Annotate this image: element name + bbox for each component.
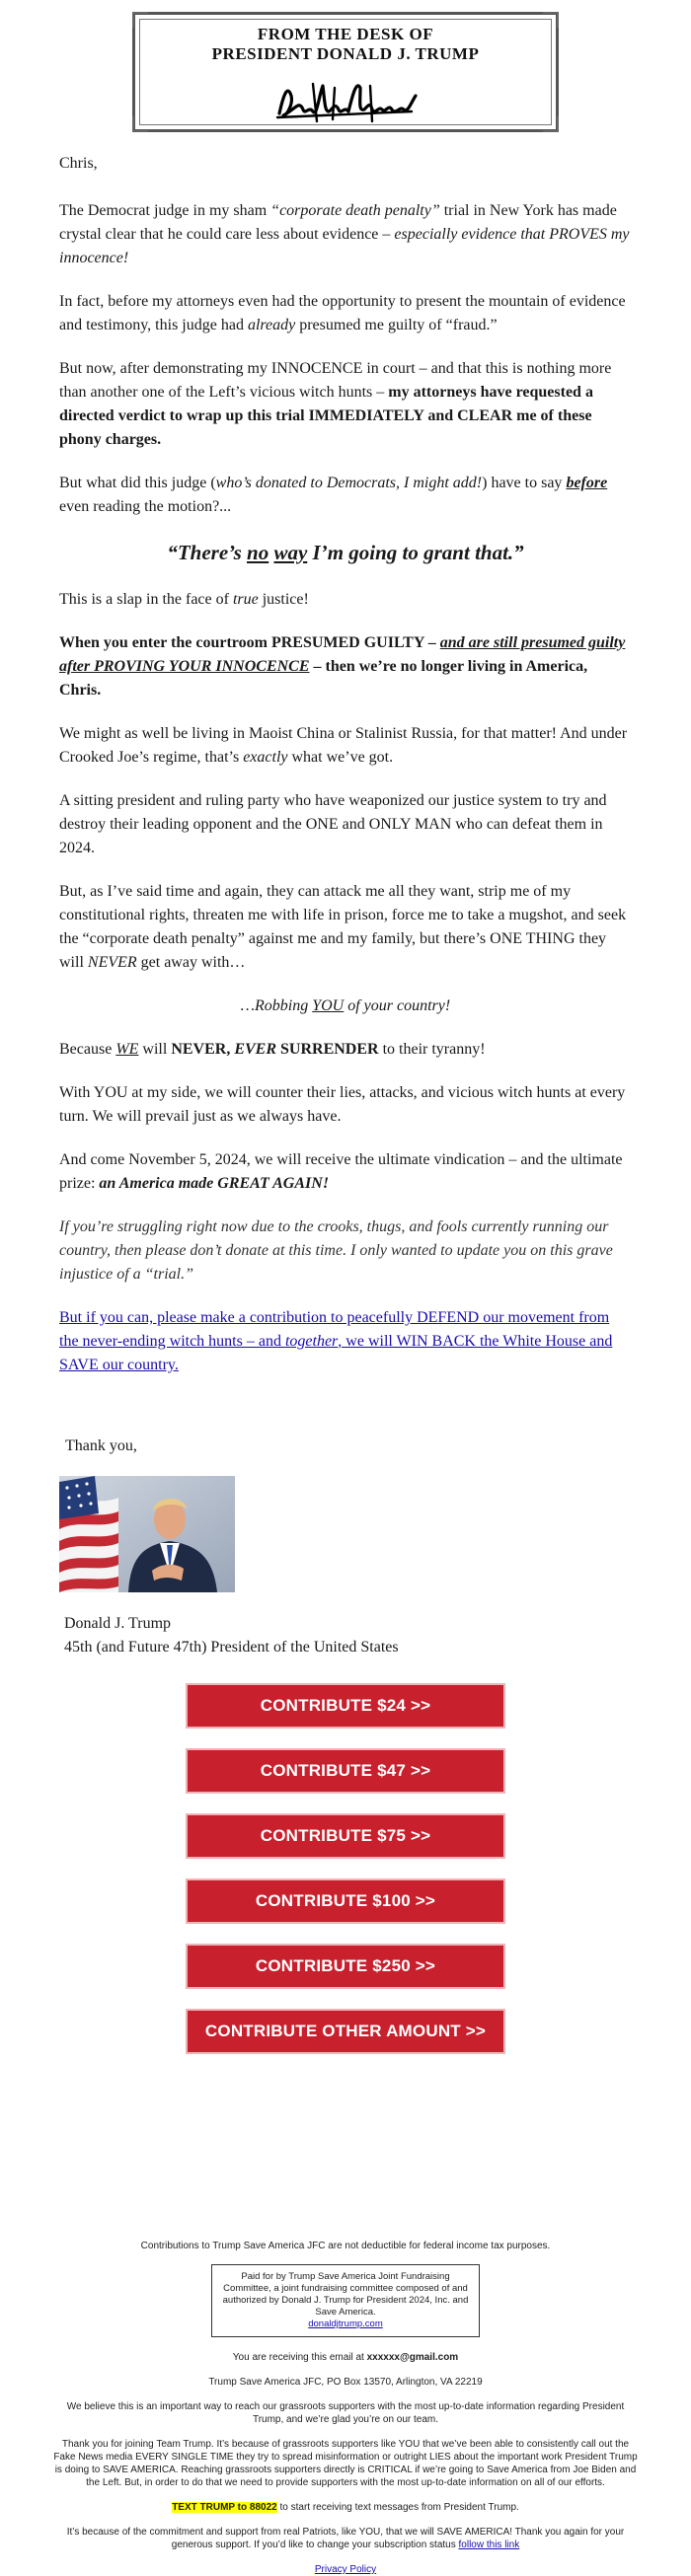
text-run: The Democrat judge in my sham — [59, 202, 271, 219]
signer-name: Donald J. Trump — [64, 1615, 172, 1632]
text-run: …Robbing — [240, 997, 313, 1014]
paid-for-box — [211, 2264, 480, 2337]
text-run: It’s because of the commitment and support from real Patriots, like YOU, that we will SAVE AMERICA! Thank you again for your generous support. If you’d like to change your subscription status — [66, 2527, 625, 2550]
text-run: to their tyranny! — [378, 1041, 486, 1058]
paragraph-6 — [59, 631, 632, 702]
email-footer — [0, 2240, 691, 2576]
text-run-italic: who’s donated to Democrats, I might add! — [215, 475, 483, 491]
paragraph-4 — [59, 472, 632, 519]
receiving-notice — [0, 2351, 691, 2364]
contribute-24-button[interactable]: CONTRIBUTE $24 >> — [186, 1683, 505, 1729]
closing-text — [0, 2526, 691, 2551]
paragraph-11: With YOU at my side, we will counter their lies, attacks, and vicious witch hunts at every turn. We will prevail just as we always have. — [59, 1084, 626, 1125]
text-run-bold: When you enter the courtroom PRESUMED GUILTY – — [59, 634, 440, 651]
text-run-bold-italic: an America made GREAT AGAIN! — [99, 1175, 330, 1192]
text-run-bold: – then we’re no longer living in America, Chris. — [59, 658, 588, 699]
text-run-emphasis: and are still presumed guilty after PROVING YOUR INNOCENCE — [59, 634, 626, 675]
letterhead-title — [135, 25, 556, 64]
text-run: get away with… — [136, 954, 246, 971]
text-run: You are receiving this email at — [232, 2352, 367, 2363]
text-run: trial in New York has made crystal clear that he could care less about evidence – — [59, 202, 617, 243]
text-run-italic: “corporate death penalty” — [270, 202, 440, 219]
text-run: This is a slap in the face of — [59, 591, 233, 608]
text-run: “There’s — [167, 541, 248, 564]
paragraph-8: A sitting president and ruling party who have weaponized our justice system to try and destroy their leading opponent and the ONE and ONLY MAN who can defeat them in 2024. — [59, 792, 607, 856]
link-text[interactable]: But if you can, please make a contribution to peacefully DEFEND our movement from the never-ending witch hunts – and — [59, 1309, 610, 1350]
believe-text: We believe this is an important way to reach our grassroots supporters with the most up-to-date information regarding President Trump, and we’re glad you’re on our team. — [66, 2401, 625, 2425]
text-run-bold: SURRENDER — [276, 1041, 379, 1058]
text-run: of your country! — [344, 997, 451, 1014]
text-run: I’m going to grant that.” — [307, 541, 524, 564]
signer-title: 45th (and Future 47th) President of the United States — [64, 1639, 399, 1656]
text-run: Because — [59, 1041, 116, 1058]
letterhead — [132, 12, 559, 132]
contribute-100-button[interactable]: CONTRIBUTE $100 >> — [186, 1878, 505, 1924]
text-run-italic: especially evidence that PROVES my innocence! — [59, 226, 630, 266]
text-run-italic: exactly — [243, 749, 288, 766]
text-run-underline: no — [247, 541, 269, 564]
text-run: presumed me guilty of “fraud.” — [295, 317, 498, 333]
contribute-47-button[interactable]: CONTRIBUTE $47 >> — [186, 1748, 505, 1794]
link-text[interactable]: , we will WIN BACK the White House and SAVE our country. — [59, 1333, 613, 1373]
corner-ornament — [132, 116, 148, 132]
paragraph-2 — [59, 290, 632, 337]
text-run-underline: way — [273, 541, 308, 564]
text-run-italic: NEVER — [87, 954, 137, 971]
letterhead-wrap — [0, 0, 691, 132]
text-run-italic: true — [232, 591, 259, 608]
text-run: justice! — [258, 591, 309, 608]
text-run: We might as well be living in Maoist China or Stalinist Russia, for that matter! And under Crooked Joe’s regime, that’s — [59, 725, 628, 766]
paragraph-5 — [59, 588, 632, 612]
thanks-joining-text: Thank you for joining Team Trump. It’s because of grassroots supporters like YOU that we’ve been able to consistently call out the Fake News media EVERY SINGLE TIME they try to spread misinformation or outright LIES about the important work President Trump is doing to SAVE AMERICA. Reaching grassroots supporters directly is CRITICAL if we’re going to Save America from Joe Biden and the Left. But, in order to do that we need to provide supporters with the most up-to-date information on all of our efforts. — [53, 2439, 638, 2488]
tax-notice: Contributions to Trump Save America JFC are not deductible for federal income tax purposes. — [140, 2241, 551, 2251]
letter-body — [0, 152, 691, 1659]
text-run-bold: my attorneys have requested a directed verdict to wrap up this trial IMMEDIATELY and CLEAR me of these phony charges. — [59, 384, 593, 448]
signature-graphic — [273, 66, 422, 127]
centered-line — [59, 994, 632, 1018]
text-trump-highlight: TEXT TRUMP to 88022 — [172, 2502, 277, 2513]
paid-for-text: Paid for by Trump Save America Joint Fundraising Committee, a joint fundraising committee composed of and authorized by Donald J. Trump for President 2024, Inc. and Save America. — [222, 2271, 469, 2318]
portrait-photo — [59, 1476, 235, 1592]
link-text-italic[interactable]: together — [284, 1333, 339, 1350]
text-run-bold: NEVER, — [171, 1041, 235, 1058]
subscription-link[interactable]: follow this link — [458, 2539, 520, 2550]
paragraph-3 — [59, 357, 632, 452]
mailing-address: Trump Save America JFC, PO Box 13570, Arlington, VA 22219 — [208, 2377, 483, 2388]
text-run: But what did this judge ( — [59, 475, 216, 491]
text-run-emphasis: WE — [115, 1041, 139, 1058]
text-run: to start receiving text messages from President Trump. — [276, 2502, 519, 2513]
text-signup — [0, 2501, 691, 2514]
signature-block — [59, 1612, 632, 1659]
text-run: ) have to say — [482, 475, 567, 491]
text-run-bold-italic: EVER — [234, 1041, 277, 1058]
contribute-link[interactable] — [59, 1306, 632, 1377]
judge-quote — [59, 539, 632, 566]
text-run: will — [138, 1041, 172, 1058]
recipient-email: xxxxxx@gmail.com — [366, 2352, 459, 2363]
text-run: what we’ve got. — [287, 749, 394, 766]
thank-you: Thank you, — [65, 1437, 137, 1454]
text-run: In fact, before my attorneys even had the opportunity to present the mountain of evidence and testimony, this judge had — [59, 293, 626, 333]
paragraph-1 — [59, 199, 632, 270]
paragraph-9 — [59, 880, 632, 975]
paragraph-13: If you’re struggling right now due to the crooks, thugs, and fools currently running our country, then please don’t donate at this time. I only wanted to update you on this grave injustice of a “trial.” — [59, 1218, 613, 1283]
privacy-policy-link[interactable]: Privacy Policy — [314, 2564, 377, 2575]
text-run: But, as I’ve said time and again, they can attack me all they want, strip me of my constitutional rights, threaten me with life in prison, force me to take a mugshot, and seek the “corporate death penalty” against me and my family, but there’s ONE THING they will — [59, 883, 627, 971]
corner-ornament — [543, 116, 559, 132]
letterhead-line-2: PRESIDENT DONALD J. TRUMP — [211, 44, 480, 63]
privacy-row — [0, 2563, 691, 2576]
contribute-other-button[interactable]: CONTRIBUTE OTHER AMOUNT >> — [186, 2009, 505, 2054]
paragraph-12 — [59, 1148, 632, 1196]
letterhead-line-1: FROM THE DESK OF — [257, 25, 434, 43]
paragraph-7 — [59, 722, 632, 770]
text-run-italic: already — [247, 317, 296, 333]
paragraph-10 — [59, 1038, 632, 1062]
text-run: But now, after demonstrating my INNOCENCE in court – and that this is nothing more than another one of the Left’s vicious witch hunts – — [59, 360, 612, 401]
text-run: even reading the motion?... — [59, 498, 232, 515]
text-run: And come November 5, 2024, we will receive the ultimate vindication – and the ultimate prize: — [59, 1151, 623, 1192]
text-run-emphasis: before — [566, 475, 608, 491]
greeting: Chris, — [59, 155, 98, 172]
contribute-buttons — [0, 1683, 691, 2074]
text-run-underline: YOU — [312, 997, 345, 1014]
paid-for-link[interactable]: donaldjtrump.com — [308, 2318, 383, 2329]
contribute-250-button[interactable]: CONTRIBUTE $250 >> — [186, 1944, 505, 1989]
contribute-75-button[interactable]: CONTRIBUTE $75 >> — [186, 1813, 505, 1859]
